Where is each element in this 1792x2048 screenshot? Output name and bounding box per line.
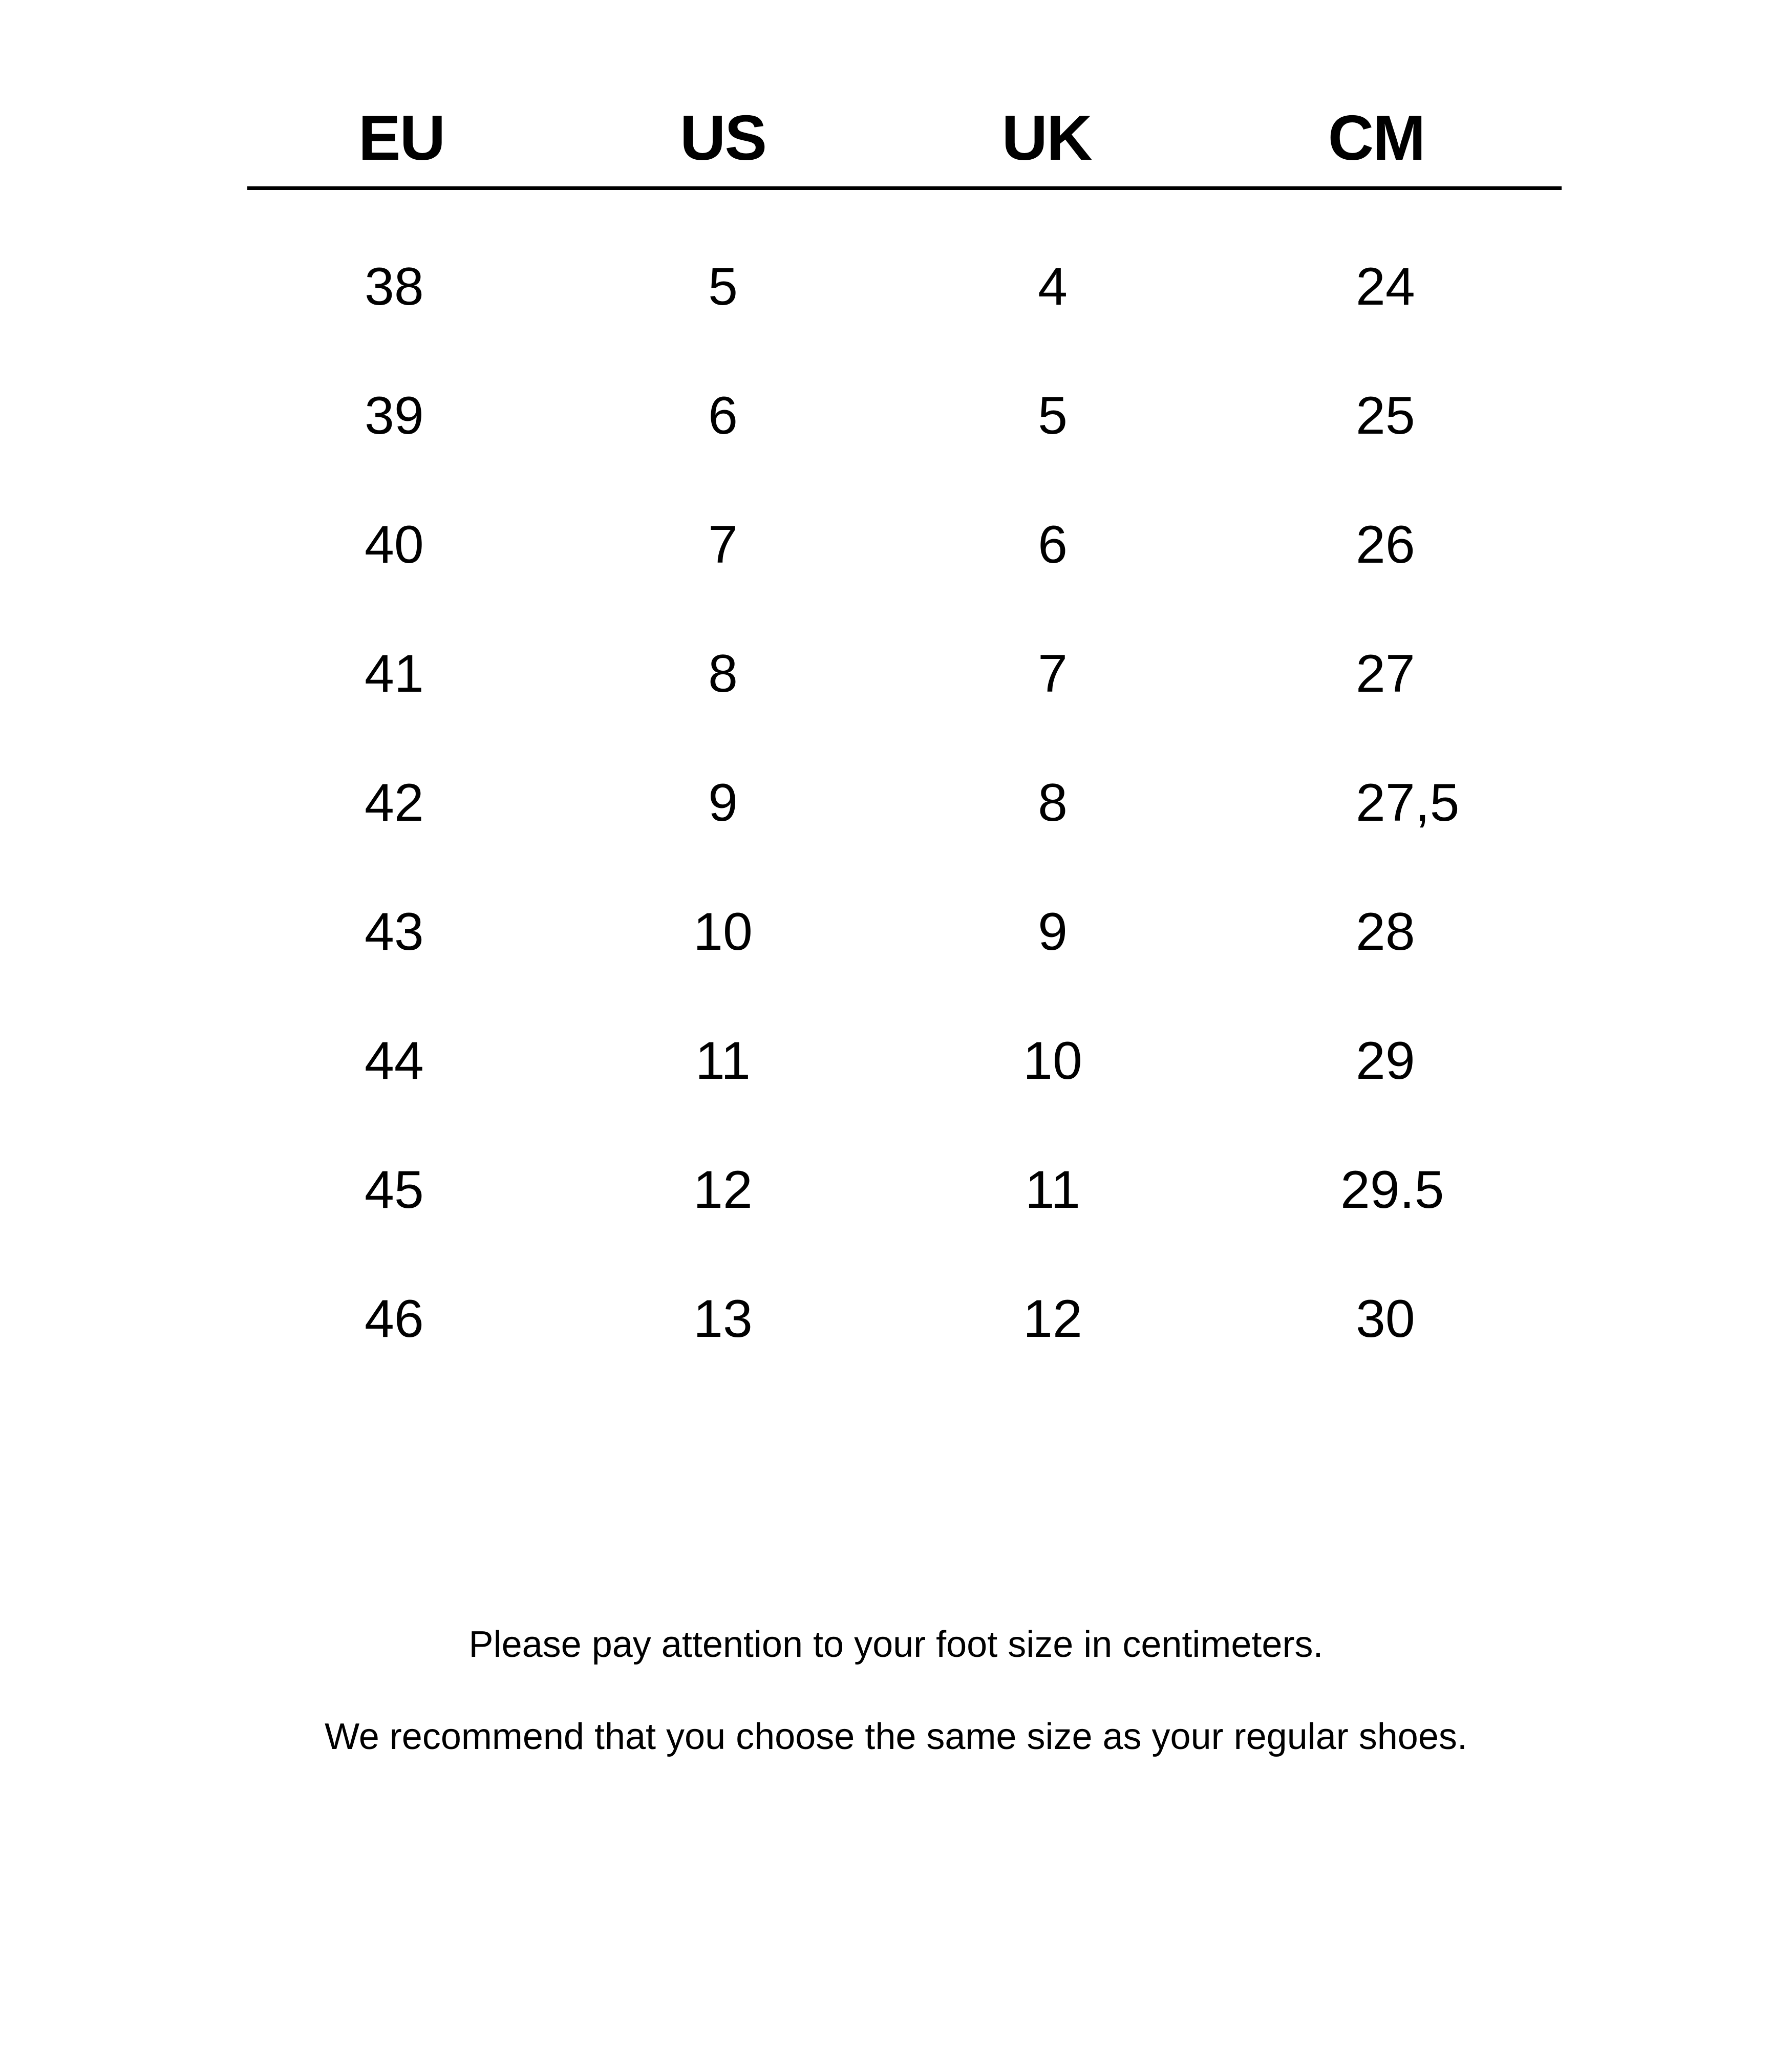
cell-cm: 27,5 (1356, 773, 1460, 833)
cell-cm: 25 (1356, 386, 1415, 445)
cell-eu: 42 (365, 773, 424, 833)
cell-uk-value: 10 (1023, 1031, 1082, 1091)
cell-us-value: 13 (693, 1289, 753, 1349)
cell-uk-value: 11 (1025, 1160, 1080, 1220)
cell-us-value: 9 (708, 773, 738, 833)
cell-eu: 43 (365, 902, 424, 962)
cell-eu: 39 (365, 386, 424, 445)
cell-us-value: 5 (708, 257, 738, 316)
column-header-cm: CM (1328, 103, 1425, 174)
table-row (0, 504, 1792, 586)
cell-uk-value: 8 (1038, 773, 1068, 833)
cell-uk-value: 12 (1023, 1289, 1082, 1349)
cell-us-value: 8 (708, 644, 738, 703)
cell-eu: 45 (365, 1160, 424, 1220)
cell-uk-value: 5 (1038, 386, 1068, 445)
cell-cm: 29.5 (1340, 1160, 1444, 1220)
column-header-eu: EU (358, 103, 445, 174)
cell-eu: 41 (365, 644, 424, 703)
note-foot-size: Please pay attention to your foot size in centimeters. (468, 1624, 1324, 1665)
cell-cm: 27 (1356, 644, 1415, 703)
cell-uk-value: 7 (1038, 644, 1068, 703)
cell-us-value: 11 (695, 1031, 751, 1091)
table-row (0, 762, 1792, 844)
cell-cm: 30 (1356, 1289, 1415, 1349)
cell-uk-value: 4 (1038, 257, 1068, 316)
cell-cm: 29 (1356, 1031, 1415, 1091)
cell-us-value: 10 (693, 902, 753, 962)
cell-us-value: 7 (708, 515, 738, 574)
table-row (0, 246, 1792, 328)
cell-us-value: 12 (693, 1160, 753, 1220)
cell-uk-value: 6 (1038, 515, 1068, 574)
table-row (0, 1149, 1792, 1231)
cell-uk-value: 9 (1038, 902, 1068, 962)
table-row (0, 633, 1792, 715)
cell-eu: 46 (365, 1289, 424, 1349)
cell-cm: 26 (1356, 515, 1415, 574)
table-row (0, 375, 1792, 457)
column-header-us: US (679, 103, 766, 174)
column-header-uk: UK (1001, 103, 1092, 174)
cell-eu: 38 (365, 257, 424, 316)
cell-us-value: 6 (708, 386, 738, 445)
table-row (0, 891, 1792, 973)
note-recommendation: We recommend that you choose the same size as your regular shoes. (325, 1716, 1467, 1757)
table-row (0, 1020, 1792, 1102)
cell-eu: 44 (365, 1031, 424, 1091)
table-header-row (0, 97, 1792, 179)
cell-eu: 40 (365, 515, 424, 574)
cell-cm: 24 (1356, 257, 1415, 316)
table-row (0, 1278, 1792, 1360)
cell-cm: 28 (1356, 902, 1415, 962)
header-divider (247, 186, 1562, 190)
